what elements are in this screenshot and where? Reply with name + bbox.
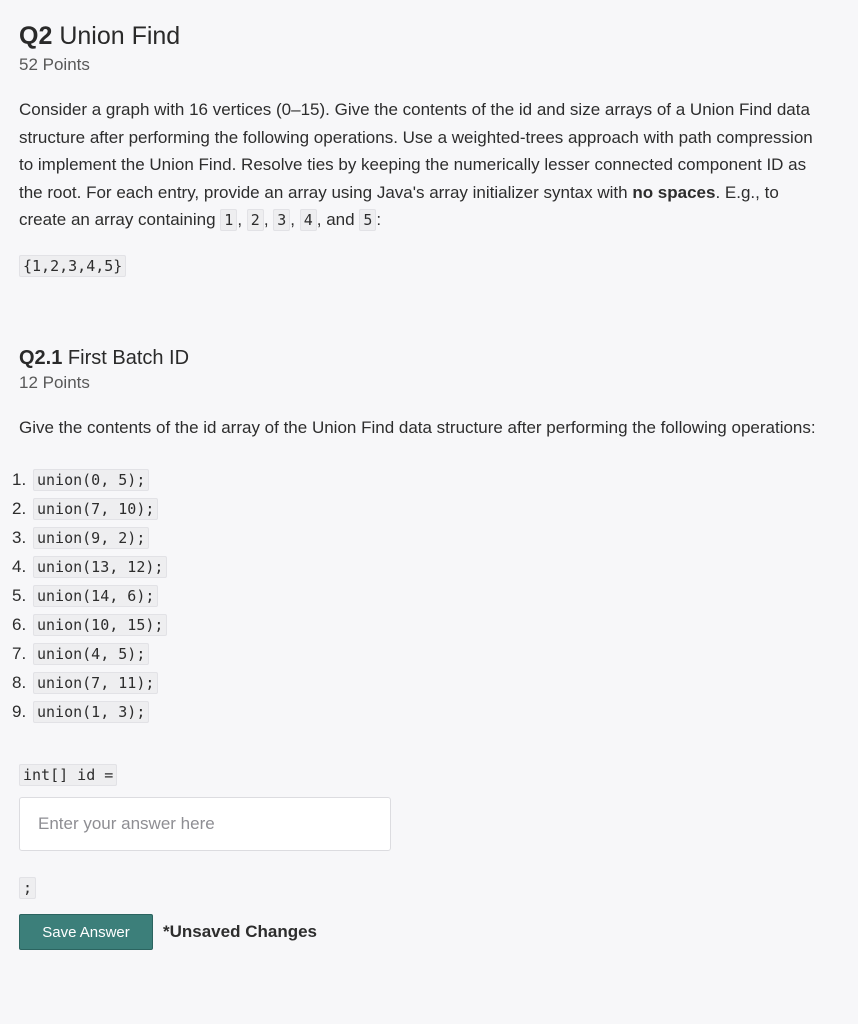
operation-code: union(1, 3); [33,701,149,723]
prompt-separator: , [263,210,274,229]
prompt-separator: , [290,210,300,229]
question-title-text: Union Find [59,22,181,50]
operation-code: union(10, 15); [33,614,167,636]
subquestion-points: 12 Points [19,372,90,392]
list-index: 9. [12,701,27,721]
list-item [12,639,839,668]
answer-suffix: ; [19,877,36,899]
list-index: 2. [12,498,27,518]
subquestion [12,345,839,951]
list-index: 1. [12,469,27,489]
operation-code: union(14, 6); [33,585,158,607]
answer-input[interactable] [19,797,391,851]
operation-code: union(13, 12); [33,556,167,578]
operation-code: union(9, 2); [33,527,149,549]
list-item [12,523,839,552]
answer-block [19,766,839,950]
example-value: 1 [220,209,237,231]
question-points: 52 Points [19,55,90,74]
list-index: 6. [12,614,27,634]
operation-code: union(0, 5); [33,469,149,491]
subquestion-number: Q2.1 [19,346,63,369]
prompt-text: Consider a graph with 16 vertices (0–15). Give the contents of the id and size arrays of a Union Find data structure after performing the following operations. Use a weighted-trees approach with path compression to implement the Union Find. Resolve ties by keeping the numerically lesser connected component ID as the root. For each entry, provide an array using Java's array initializer syntax with [19,100,813,202]
answer-actions [19,914,839,950]
list-index: 3. [12,527,27,547]
subquestion-title-text: First Batch ID [67,346,190,369]
unsaved-status: *Unsaved Changes [163,922,317,941]
list-item [12,610,839,639]
list-item [12,581,839,610]
list-index: 4. [12,556,27,576]
subquestion-title [19,345,839,371]
question-number: Q2 [19,22,53,50]
example-value: 4 [300,209,317,231]
list-item [12,552,839,581]
prompt-bold: no spaces [632,182,716,202]
operation-code: union(4, 5); [33,643,149,665]
example-code: {1,2,3,4,5} [19,255,126,277]
save-answer-button[interactable]: Save Answer [19,914,153,950]
list-item [12,697,839,726]
operations-list [12,465,839,726]
example-value: 3 [273,209,290,231]
list-index: 5. [12,585,27,605]
answer-prefix: int[] id = [19,764,117,786]
subquestion-prompt: Give the contents of the id array of the Union Find data structure after performing the following operations: [19,417,816,437]
list-index: 7. [12,643,27,663]
prompt-separator: , [237,210,247,229]
prompt-separator: : [376,210,382,229]
list-index: 8. [12,672,27,692]
prompt-text-2: . E.g., to create an array containing [19,182,779,229]
list-item [12,465,839,494]
list-item [12,494,839,523]
question-title [19,20,839,52]
operation-code: union(7, 10); [33,498,158,520]
list-item [12,668,839,697]
operation-code: union(7, 11); [33,672,158,694]
question-prompt [19,96,819,235]
prompt-separator: , and [316,210,360,229]
example-value: 2 [247,209,264,231]
example-value: 5 [359,209,376,231]
